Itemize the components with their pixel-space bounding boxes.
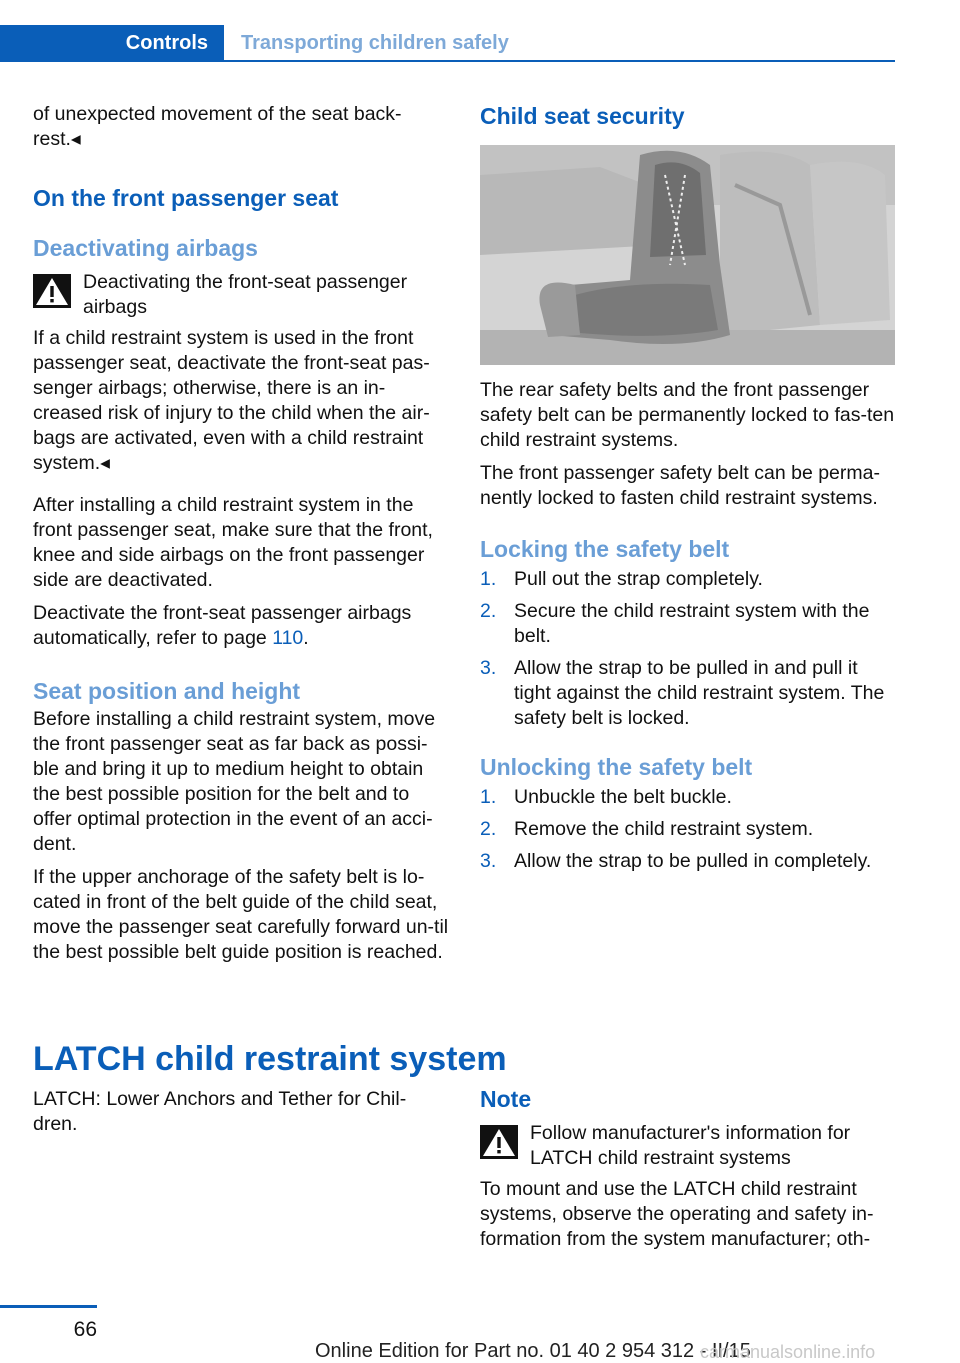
child-seat-illustration <box>480 145 895 365</box>
warning-icon <box>480 1125 518 1159</box>
list-item: 1. Unbuckle the belt buckle. <box>480 786 732 808</box>
unlocking-belt-heading: Unlocking the safety belt <box>480 754 753 780</box>
deactivating-airbags-heading: Deactivating airbags <box>33 235 258 261</box>
locking-belt-heading: Locking the safety belt <box>480 536 730 562</box>
child-seat-security-heading: Child seat security <box>480 103 685 129</box>
right-column-body <box>480 378 896 874</box>
airbag-warning-title: Deactivating the front-seat passenger airbags <box>83 271 408 318</box>
latch-note-text: To mount and use the LATCH child restraint systems, observe the operating and safety in-formation from the system manufacturer; oth- <box>480 1178 874 1250</box>
header-rule <box>0 60 895 62</box>
latch-heading: LATCH child restraint system <box>33 1040 507 1078</box>
list-item: 2. Secure the child restraint system with the belt. <box>480 600 870 647</box>
latch-warning-title: Follow manufacturer's information for LATCH child restraint systems <box>530 1122 851 1169</box>
left-column <box>33 102 449 965</box>
footer-rule <box>0 1305 97 1308</box>
seat-position-heading: Seat position and height <box>33 678 301 704</box>
seat-position-paragraph-1: Before installing a child restraint system, move the front passenger seat as far back as possi-ble and bring it up to medium height to obtain the best possible position for the belt and to offer optimal protection in the event of an acci-dent. <box>33 708 436 855</box>
note-heading: Note <box>480 1086 532 1112</box>
page-reference-link[interactable]: 110 <box>272 627 304 649</box>
warning-icon <box>33 274 71 308</box>
unlocking-steps <box>480 785 896 874</box>
front-seat-heading: On the front passenger seat <box>33 185 339 211</box>
list-item: 2. Remove the child restraint system. <box>480 818 814 840</box>
footer-edition: Online Edition for Part no. 01 40 2 954 312 - II/15 <box>315 1340 751 1362</box>
list-item: 1. Pull out the strap completely. <box>480 568 763 590</box>
page-number: 66 <box>73 1318 97 1341</box>
period: . <box>303 627 309 649</box>
list-item: 3. Allow the strap to be pulled in and pull it tight against the child restraint system. The safety belt is locked. <box>480 657 885 729</box>
header-section-tab[interactable]: Controls <box>0 25 224 61</box>
after-install-paragraph: After installing a child restraint system in the front passenger seat, make sure that the front, knee and side airbags on the front passenger side are deactivated. <box>33 494 433 591</box>
latch-warning <box>480 1121 896 1171</box>
deactivate-auto-paragraph <box>33 601 449 651</box>
latch-intro-block <box>33 1087 449 1137</box>
latch-note-block <box>480 1085 896 1252</box>
latch-intro: LATCH: Lower Anchors and Tether for Chil-dren. <box>33 1088 407 1135</box>
list-item: 3. Allow the strap to be pulled in completely. <box>480 850 872 872</box>
belt-paragraph-2: The front passenger safety belt can be perma-nently locked to fasten child restraint systems. <box>480 462 880 509</box>
seat-position-paragraph-2: If the upper anchorage of the safety belt is lo-cated in front of the belt guide of the child seat, move the passenger seat carefully forward un-til the best possible belt guide position is reached. <box>33 866 449 963</box>
deactivate-auto-text: Deactivate the front-seat passenger airbags automatically, refer to page <box>33 602 412 649</box>
right-column-top <box>480 102 896 130</box>
airbag-warning <box>33 270 449 320</box>
header-chapter-title: Transporting children safely <box>241 31 509 54</box>
belt-paragraph-1: The rear safety belts and the front passenger safety belt can be permanently locked to fas-ten child restraint systems. <box>480 379 895 451</box>
airbag-warning-text: If a child restraint system is used in the front passenger seat, deactivate the front-seat pas-senger airbags; otherwise, there is an in-creased risk of injury to the child when the air-bags are activated, even with a child restraint system.◂ <box>33 327 430 474</box>
continued-text: of unexpected movement of the seat back-rest.◂ <box>33 103 402 150</box>
footer-watermark: carmanualsonline.info <box>700 1342 876 1362</box>
locking-steps <box>480 567 896 731</box>
